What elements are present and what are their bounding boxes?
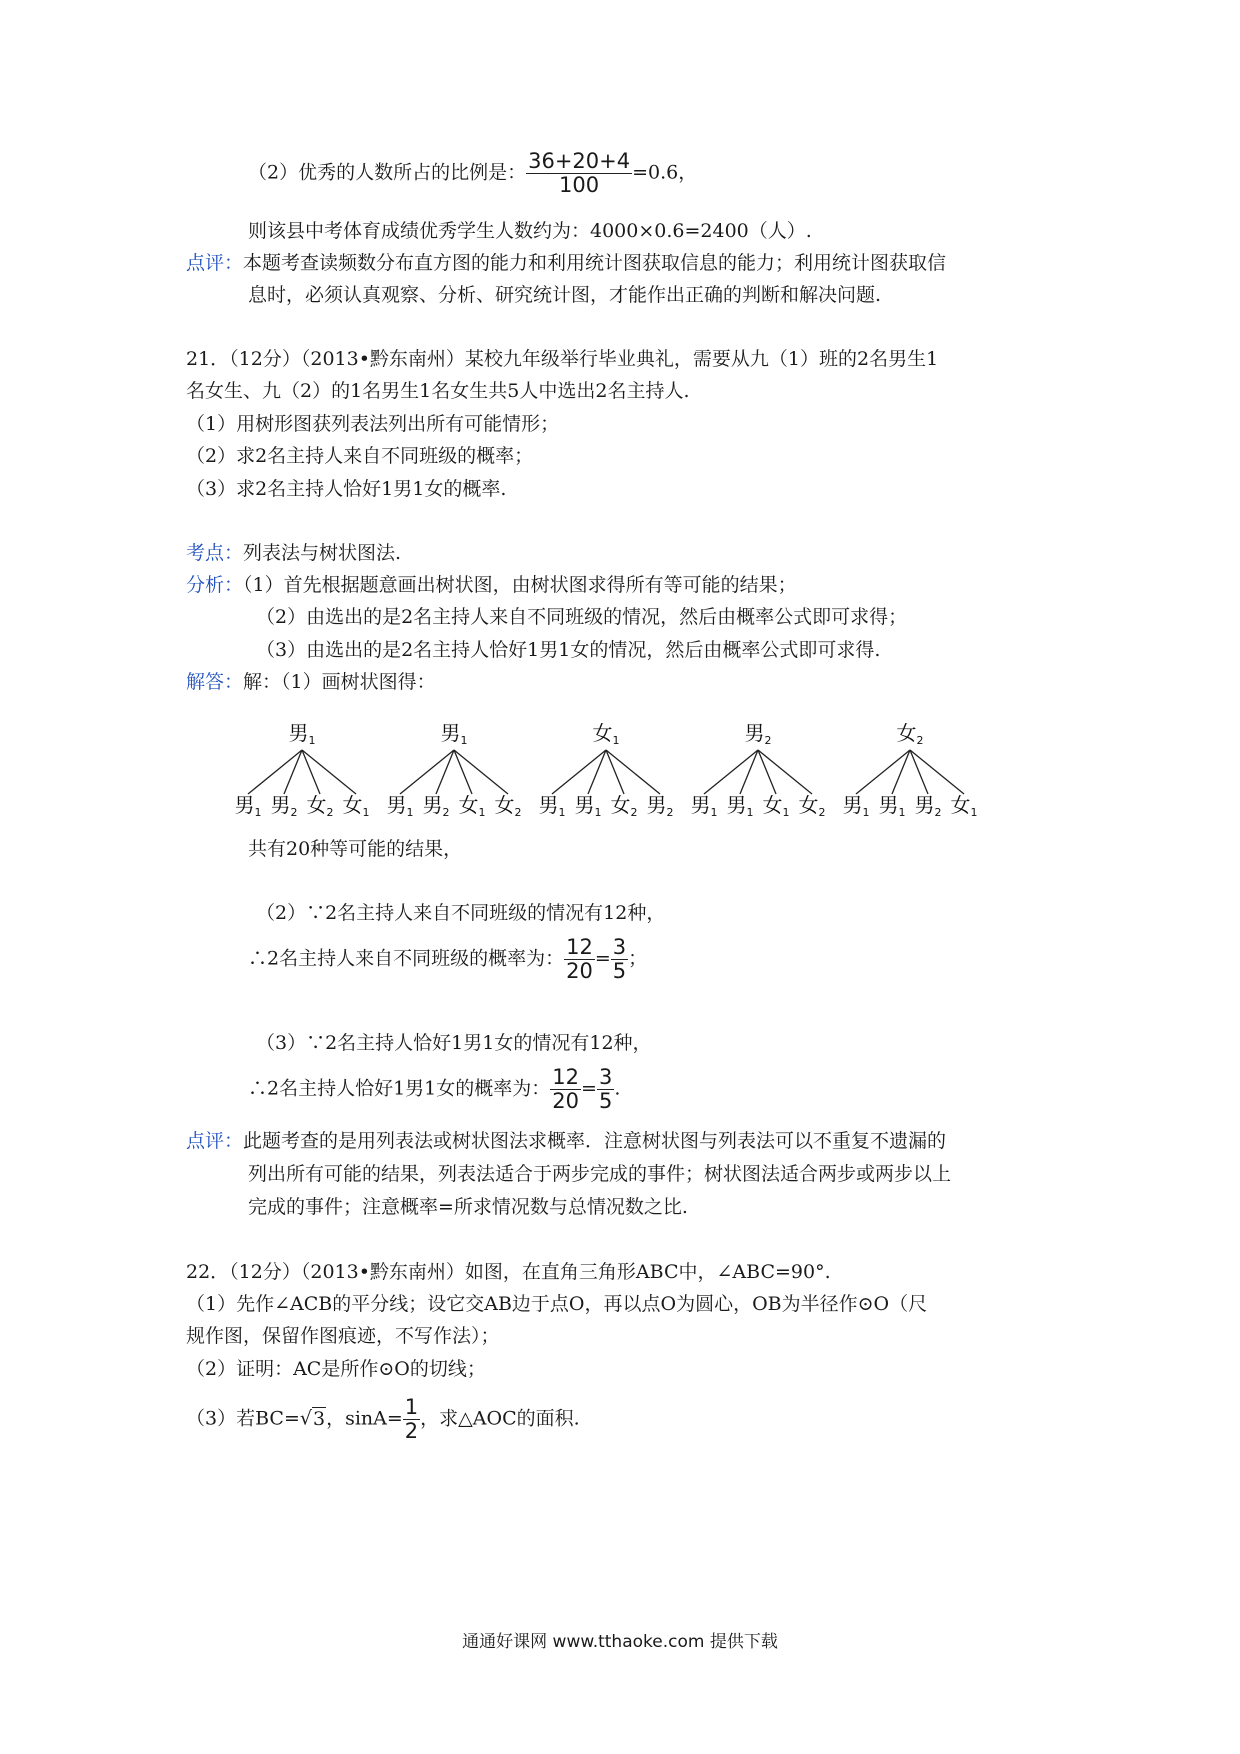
q21-part-3: （3）求2名主持人恰好1男1女的概率. xyxy=(186,478,507,500)
tree-root-3: 女$_1$ xyxy=(592,721,620,747)
comment-1 xyxy=(186,252,946,275)
tree-leaf-1-3: 女$_2$ xyxy=(306,793,334,819)
comment-2-cont-2: 完成的事件；注意概率=所求情况数与总情况数之比. xyxy=(248,1196,688,1218)
step-3-result xyxy=(248,1066,620,1113)
jieda xyxy=(186,671,436,694)
tree-leaf-4-3-subscript: 1 xyxy=(782,806,790,819)
fenxi-3: （3）由选出的是2名主持人恰好1男1女的情况，然后由概率公式即可求得. xyxy=(256,639,881,661)
tree-leaf-2-2-subscript: 2 xyxy=(442,806,450,819)
tree-branch xyxy=(910,750,964,794)
tree-branch xyxy=(758,750,812,794)
q21-head-2: 名女生、九（2）的1名男生1名女生共5人中选出2名主持人. xyxy=(186,380,690,402)
tree-diagram xyxy=(234,714,1020,834)
comment-2-cont-1: 列出所有可能的结果，列表法适合于两步完成的事件；树状图法适合两步或两步以上 xyxy=(248,1163,952,1185)
kaodian xyxy=(186,542,401,565)
tree-leaf-2-3-subscript: 1 xyxy=(478,806,486,819)
comment-label: 点评： xyxy=(186,1130,244,1152)
tree-leaf-5-4-subscript: 1 xyxy=(970,806,978,819)
tree-leaf-1-2: 男$_2$ xyxy=(270,793,298,819)
fenxi-1 xyxy=(186,574,797,597)
fenxi-text: （1）首先根据题意画出树状图，由树状图求得所有等可能的结果； xyxy=(243,574,797,596)
kaodian-text: 列表法与树状图法. xyxy=(243,542,402,564)
tree-leaf-1-2-subscript: 2 xyxy=(290,806,298,819)
q22-part-1b: 规作图，保留作图痕迹，不写作法）； xyxy=(186,1325,500,1347)
tree-leaf-1-1-subscript: 1 xyxy=(254,806,262,819)
ratio-text: （2）优秀的人数所占的比例是： xyxy=(248,161,527,184)
answer-line-ratio xyxy=(248,150,697,197)
fraction-1-2 xyxy=(403,1396,420,1443)
q21-head-1: 21．（12分）（2013•黔东南州）某校九年级举行毕业典礼，需要从九（1）班的2名男生1 xyxy=(186,348,939,370)
numerator: 3 xyxy=(598,1065,613,1089)
q22-part-3 xyxy=(186,1396,580,1443)
fenxi-2: （2）由选出的是2名主持人来自不同班级的情况，然后由概率公式即可求得； xyxy=(256,606,908,628)
tree-leaf-3-2: 男$_1$ xyxy=(574,793,602,819)
tree-branch xyxy=(552,750,606,794)
denominator: 2 xyxy=(404,1419,419,1444)
tree-leaf-5-4: 女$_1$ xyxy=(950,793,978,819)
fraction-12-20 xyxy=(550,1066,581,1113)
tree-leaf-5-1: 男$_1$ xyxy=(842,793,870,819)
equals-sign: = xyxy=(594,947,611,970)
comment-text: 本题考查读频数分布直方图的能力和利用统计图获取信息的能力；利用统计图获取信 xyxy=(243,252,947,274)
tree-leaf-5-1-subscript: 1 xyxy=(862,806,870,819)
tree-root-5-subscript: 2 xyxy=(916,734,924,747)
tree-leaf-3-1-subscript: 1 xyxy=(558,806,566,819)
tree-branch xyxy=(704,750,758,794)
punctuation: ； xyxy=(628,947,648,970)
ratio-denominator: 100 xyxy=(559,173,600,198)
tree-leaf-1-4: 女$_1$ xyxy=(342,793,370,819)
punctuation: . xyxy=(614,1077,621,1100)
numerator: 3 xyxy=(612,935,627,959)
comment-1-cont: 息时，必须认真观察、分析、研究统计图，才能作出正确的判断和解决问题. xyxy=(248,284,882,306)
q22-part-2: （2）证明：AC是所作⊙O的切线； xyxy=(186,1358,486,1380)
numerator: 12 xyxy=(552,1065,580,1089)
tree-leaf-5-2-subscript: 1 xyxy=(898,806,906,819)
tree-root-1-subscript: 1 xyxy=(308,734,316,747)
jieda-text: 解：（1）画树状图得： xyxy=(243,671,436,693)
tree-leaf-5-3: 男$_2$ xyxy=(914,793,942,819)
tree-root-4-subscript: 2 xyxy=(764,734,772,747)
tree-root-2: 男$_1$ xyxy=(440,721,468,747)
comment-text: 此题考查的是用列表法或树状图法求概率．注意树状图与列表法可以不重复不遗漏的 xyxy=(243,1130,947,1152)
answer-line-count: 则该县中考体育成绩优秀学生人数约为：4000×0.6=2400（人）. xyxy=(248,220,812,242)
q21-part-2: （2）求2名主持人来自不同班级的概率； xyxy=(186,445,534,467)
tree-leaf-4-3: 女$_1$ xyxy=(762,793,790,819)
ratio-fraction xyxy=(526,150,632,197)
tree-root-2-subscript: 1 xyxy=(460,734,468,747)
denominator: 5 xyxy=(612,959,627,984)
fraction-12-20 xyxy=(564,936,595,983)
comment-label: 点评： xyxy=(186,252,244,274)
fraction-3-5 xyxy=(597,1066,614,1113)
tree-root-5: 女$_2$ xyxy=(896,721,924,747)
tree-leaf-4-4-subscript: 2 xyxy=(818,806,826,819)
denominator: 20 xyxy=(552,1089,580,1114)
sqrt-symbol: √ xyxy=(299,1407,312,1430)
step-2-reason: （2）∵2名主持人来自不同班级的情况有12种， xyxy=(256,902,666,924)
tree-leaf-2-1: 男$_1$ xyxy=(386,793,414,819)
numerator: 12 xyxy=(566,935,593,959)
tree-root-3-subscript: 1 xyxy=(612,734,620,747)
tree-leaf-5-3-subscript: 2 xyxy=(934,806,942,819)
tree-leaf-2-1-subscript: 1 xyxy=(406,806,414,819)
tree-branch xyxy=(454,750,508,794)
tree-leaf-4-2: 男$_1$ xyxy=(726,793,754,819)
tree-leaf-2-3: 女$_1$ xyxy=(458,793,486,819)
equals-sign: = xyxy=(581,1077,597,1100)
ratio-numerator: 36+20+4 xyxy=(528,149,631,173)
part-3-sina: ，sinA= xyxy=(326,1407,403,1430)
tree-leaf-2-4-subscript: 2 xyxy=(514,806,522,819)
tree-leaf-4-1: 男$_1$ xyxy=(690,793,718,819)
step-3-text: ∴2名主持人恰好1男1女的概率为： xyxy=(248,1077,551,1100)
part-3-text: （3）若BC= xyxy=(186,1407,300,1430)
tree-leaf-2-4: 女$_2$ xyxy=(494,793,522,819)
tree-leaf-3-3-subscript: 2 xyxy=(630,806,638,819)
fraction-3-5 xyxy=(611,936,628,983)
q22-part-1a: （1）先作∠ACB的平分线；设它交AB边于点O，再以点O为圆心，OB为半径作⊙O（尺 xyxy=(186,1293,928,1315)
part-3-end: ，求△AOC的面积. xyxy=(420,1407,580,1430)
comment-2 xyxy=(186,1130,946,1153)
tree-leaf-5-2: 男$_1$ xyxy=(878,793,906,819)
tree-branch xyxy=(606,750,660,794)
numerator: 1 xyxy=(404,1395,419,1419)
tree-leaf-3-3: 女$_2$ xyxy=(610,793,638,819)
tree-leaf-3-1: 男$_1$ xyxy=(538,793,566,819)
tree-leaf-1-1: 男$_1$ xyxy=(234,793,262,819)
tree-root-4: 男$_2$ xyxy=(744,721,772,747)
step-2-result xyxy=(248,936,647,983)
kaodian-label: 考点： xyxy=(186,542,244,564)
step-2-text: ∴2名主持人来自不同班级的概率为： xyxy=(248,947,565,970)
tree-leaf-1-4-subscript: 1 xyxy=(362,806,370,819)
ratio-result: =0.6， xyxy=(632,161,698,184)
fenxi-label: 分析： xyxy=(186,574,244,596)
step-3-reason: （3）∵2名主持人恰好1男1女的情况有12种， xyxy=(256,1032,652,1054)
tree-leaf-2-2: 男$_2$ xyxy=(422,793,450,819)
tree-leaf-4-4: 女$_2$ xyxy=(798,793,826,819)
tree-leaf-4-2-subscript: 1 xyxy=(746,806,754,819)
jieda-label: 解答： xyxy=(186,671,244,693)
tree-root-1: 男$_1$ xyxy=(288,721,316,747)
tree-leaf-1-3-subscript: 2 xyxy=(326,806,334,819)
tree-branch xyxy=(302,750,356,794)
footer-source: 通通好课网 www.tthaoke.com 提供下载 xyxy=(462,1632,778,1652)
tree-leaf-3-4-subscript: 2 xyxy=(666,806,674,819)
q22-head: 22．（12分）（2013•黔东南州）如图，在直角三角形ABC中，∠ABC=90°. xyxy=(186,1261,831,1283)
tree-leaf-3-4: 男$_2$ xyxy=(646,793,674,819)
tree-branch xyxy=(400,750,454,794)
q21-part-1: （1）用树形图获列表法列出所有可能情形； xyxy=(186,413,560,435)
tree-branch xyxy=(248,750,302,794)
tree-leaf-4-1-subscript: 1 xyxy=(710,806,718,819)
total-outcomes: 共有20种等可能的结果， xyxy=(248,838,463,860)
denominator: 5 xyxy=(598,1089,613,1114)
sqrt-radicand: 3 xyxy=(312,1407,326,1430)
tree-leaf-3-2-subscript: 1 xyxy=(594,806,602,819)
tree-branch xyxy=(856,750,910,794)
denominator: 20 xyxy=(566,959,593,984)
